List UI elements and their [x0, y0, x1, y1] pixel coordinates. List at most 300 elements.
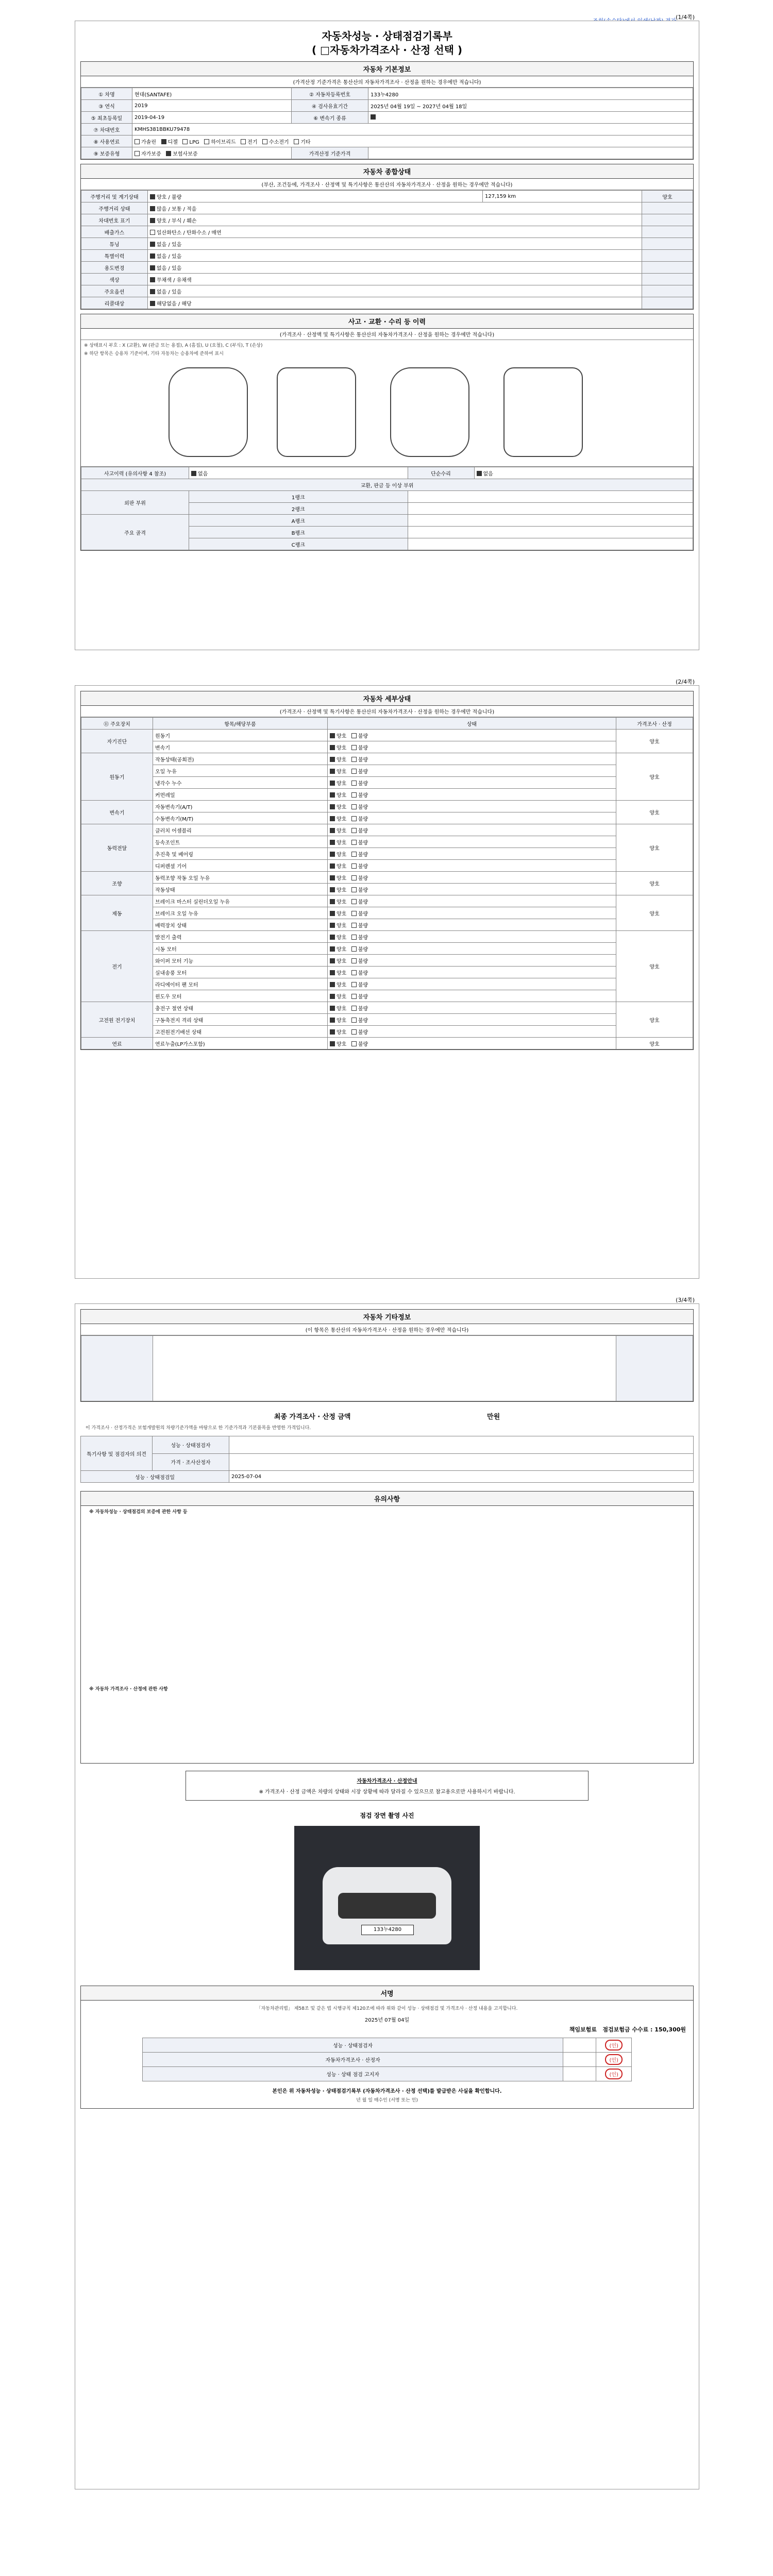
- state-good: 양호: [337, 1041, 347, 1047]
- detail-row: [81, 801, 693, 812]
- checkbox-icon: [150, 253, 155, 259]
- sign-role: 자동차가격조사 · 산정자: [142, 2053, 563, 2067]
- item-state: [328, 848, 616, 860]
- detail-row: [81, 860, 693, 872]
- state-value: [148, 191, 483, 202]
- other-info-section: [80, 1309, 694, 1402]
- value: [153, 1336, 616, 1401]
- car-outline-icon: [390, 367, 469, 457]
- item-state: [328, 895, 616, 907]
- item-state: [328, 884, 616, 895]
- price-cell: [642, 274, 693, 285]
- checkbox-icon: [330, 733, 335, 738]
- value: [368, 147, 693, 159]
- price-state: 양호: [616, 801, 693, 824]
- rank-label: 1랭크: [189, 491, 408, 503]
- price-cell: [642, 285, 693, 297]
- page-1: [75, 14, 699, 650]
- overall-state-section: [80, 164, 694, 310]
- footer-sign: 년 월 일 매수인 (서명 또는 인): [356, 2098, 418, 2103]
- state-bad: 불량: [358, 899, 368, 905]
- detail-row: [81, 730, 693, 741]
- price-cell: [642, 202, 693, 214]
- state-good: 양호: [337, 982, 347, 988]
- value: 133누4280: [368, 88, 693, 100]
- notes-text-block: [89, 1516, 685, 1686]
- checkbox-icon: [191, 471, 196, 476]
- group-label: 제동: [81, 895, 153, 931]
- detail-row: [81, 1026, 693, 1038]
- checkbox-icon: [330, 899, 335, 904]
- option: 자가보증: [141, 151, 161, 157]
- notice-title: 자동차가격조사 · 산정안내: [357, 1778, 417, 1784]
- option: 전기: [247, 139, 258, 145]
- price-state: 양호: [616, 730, 693, 753]
- notes-section: [80, 1491, 694, 1764]
- state-text: 해당없음 / 해당: [157, 301, 192, 307]
- item-state: [328, 990, 616, 1002]
- detail-row: [81, 990, 693, 1002]
- state-bad: 불량: [358, 935, 368, 941]
- label: [81, 1336, 153, 1401]
- detail-row: [81, 1038, 693, 1049]
- state-label: 배출가스: [81, 226, 148, 238]
- checkbox-icon: [330, 1018, 335, 1023]
- item-state: [328, 943, 616, 955]
- checkbox-icon: [150, 242, 155, 247]
- checkbox-icon: [330, 958, 335, 963]
- section-heading: 자동차 기타정보: [81, 1310, 693, 1324]
- item-state: [328, 836, 616, 848]
- state-text: 없음 / 있음: [157, 242, 182, 248]
- grille-icon: [338, 1893, 436, 1919]
- checkbox-icon: [182, 139, 188, 144]
- section-subnote: (가격산정 기준가격은 통산산의 자동차가격조사 · 산정을 원하는 경우에만 적습니다): [81, 76, 693, 88]
- checkbox-icon: [351, 769, 357, 774]
- checkbox-icon: [330, 935, 335, 940]
- detail-row: [81, 919, 693, 931]
- state-bad: 불량: [358, 781, 368, 787]
- state-value: [148, 226, 642, 238]
- state-good: 양호: [337, 781, 347, 787]
- section-heading: 서명: [81, 1986, 693, 2001]
- checkbox-icon: [262, 139, 267, 144]
- group-label: 변속기: [81, 801, 153, 824]
- state-good: 양호: [337, 1029, 347, 1036]
- detail-row: [81, 884, 693, 895]
- state-good: 양호: [337, 994, 347, 1000]
- repair-history-section: [80, 314, 694, 551]
- checkbox-icon: [351, 887, 357, 892]
- state-label: 차대번호 표기: [81, 214, 148, 226]
- exchange-title: 교환, 판금 등 이상 부위: [81, 479, 693, 491]
- item-state: [328, 967, 616, 978]
- option: LPG: [189, 139, 199, 145]
- state-text: 많음 / 보통 / 적음: [157, 206, 197, 212]
- item-label: 자동변속기(A/T): [153, 801, 328, 812]
- checkbox-icon: [351, 781, 357, 786]
- state-value: [148, 250, 642, 262]
- checkbox-icon: [330, 828, 335, 833]
- checkbox-icon: [330, 946, 335, 952]
- value: 2019: [132, 100, 292, 112]
- checkbox-icon: [161, 139, 166, 144]
- detail-row: [81, 848, 693, 860]
- checkbox-icon: [135, 151, 140, 156]
- detail-row: [81, 812, 693, 824]
- item-state: [328, 907, 616, 919]
- group-label: 전기: [81, 931, 153, 1002]
- item-label: 커먼레일: [153, 789, 328, 801]
- section-subnote: (가격조사 · 산정액 및 특기사항은 통산산의 자동차가격조사 · 산정을 원하는 경우에만 적습니다): [81, 329, 693, 340]
- checkbox-icon: [351, 745, 357, 750]
- warranty-options: [132, 147, 292, 159]
- state-good: 양호: [337, 935, 347, 941]
- price-cell: [642, 262, 693, 274]
- state-value: [148, 285, 642, 297]
- state-good: 양호: [337, 946, 347, 953]
- section-heading: 자동차 기본정보: [81, 62, 693, 76]
- simple-repair-label: 단순수리: [408, 467, 474, 479]
- basic-info-table: [81, 88, 693, 159]
- item-state: [328, 1026, 616, 1038]
- state-value: [148, 214, 642, 226]
- price-person-note: [229, 1453, 694, 1471]
- price-person-label: 가격 · 조사산정자: [153, 1453, 229, 1471]
- group-label: 동력전달: [81, 824, 153, 872]
- checkbox-icon: [351, 757, 357, 762]
- item-state: [328, 765, 616, 777]
- checkbox-icon: [351, 875, 357, 880]
- notes-text-block: [89, 1693, 685, 1760]
- detail-row: [81, 741, 693, 753]
- fuel-options: [132, 135, 693, 147]
- checkbox-icon: [150, 218, 155, 223]
- state-good: 양호: [337, 1006, 347, 1012]
- rank-label: A랭크: [189, 515, 408, 527]
- state-label: 튜닝: [81, 238, 148, 250]
- fee-line: [81, 2023, 693, 2036]
- state-bad: 불량: [358, 923, 368, 929]
- state-bad: 불량: [358, 745, 368, 751]
- checkbox-icon: [294, 139, 299, 144]
- state-text: 없음 / 있음: [157, 289, 182, 295]
- rank-items: [408, 515, 693, 527]
- price-cell: [642, 226, 693, 238]
- section-subnote: (이 항목은 통산산의 자동차가격조사 · 산정을 원하는 경우에만 적습니다): [81, 1324, 693, 1335]
- item-label: 브레이크 오일 누유: [153, 907, 328, 919]
- section-subnote: (가격조사 · 산정액 및 특기사항은 통산산의 자동차가격조사 · 산정을 원하는 경우에만 적습니다): [81, 706, 693, 717]
- item-label: 냉각수 누수: [153, 777, 328, 789]
- simple-repair-value: [474, 467, 693, 479]
- checkbox-icon: [150, 230, 155, 235]
- mileage: 127,159 km: [483, 191, 642, 202]
- checkbox-icon: [330, 816, 335, 821]
- label: ② 자동차등록번호: [292, 88, 368, 100]
- state-text: 없음 / 있음: [157, 253, 182, 260]
- title-line-2: ( □자동차가격조사 · 산정 선택 ): [311, 44, 463, 56]
- checkbox-icon: [330, 1029, 335, 1035]
- price-cell: [642, 297, 693, 309]
- item-state: [328, 753, 616, 765]
- detail-row: [81, 824, 693, 836]
- item-label: 충전구 절연 상태: [153, 1002, 328, 1014]
- option: 기타: [300, 139, 311, 145]
- label: ⑧ 사용연료: [81, 135, 132, 147]
- col-header: ⑪ 주요장치: [81, 718, 153, 730]
- item-state: [328, 931, 616, 943]
- car-outline-icon: [277, 367, 356, 457]
- state-bad: 불량: [358, 970, 368, 976]
- detail-row: [81, 753, 693, 765]
- state-good: 양호: [337, 863, 347, 870]
- main-frame-label: 주요 골격: [81, 515, 189, 550]
- checkbox-icon: [150, 301, 155, 306]
- item-state: [328, 1002, 616, 1014]
- state-bad: 불량: [358, 911, 368, 917]
- rank-label: 2랭크: [189, 503, 408, 515]
- fee-value: 점검보험금 수수료 : 150,300원: [602, 2026, 686, 2033]
- price-title: [75, 1411, 699, 1421]
- rank-items: [408, 538, 693, 550]
- item-label: 배력장치 상태: [153, 919, 328, 931]
- state-bad: 불량: [358, 852, 368, 858]
- price-state: 양호: [616, 931, 693, 1002]
- checkbox-icon: [330, 887, 335, 892]
- detail-row: [81, 1014, 693, 1026]
- state-good: 양호: [337, 804, 347, 810]
- detail-row: [81, 872, 693, 884]
- state-text: 무채색 / 유채색: [157, 277, 192, 283]
- sign-space[interactable]: [563, 2038, 596, 2053]
- checkbox-icon: [330, 792, 335, 798]
- price-state: 양호: [616, 753, 693, 801]
- checkbox-icon: [330, 1006, 335, 1011]
- checkbox-icon: [351, 899, 357, 904]
- detail-row: [81, 955, 693, 967]
- checkbox-icon: [330, 994, 335, 999]
- detail-row: [81, 967, 693, 978]
- frame-label: 외판 부위: [81, 491, 189, 515]
- sign-role: 성능 · 상태 점검 고지자: [142, 2067, 563, 2081]
- state-table: [81, 190, 693, 309]
- accident-table: [81, 467, 693, 550]
- item-label: 추진축 및 베어링: [153, 848, 328, 860]
- state-good: 양호: [337, 828, 347, 834]
- checkbox-icon: [351, 792, 357, 798]
- checkbox-icon: [351, 1029, 357, 1035]
- checkbox-icon: [150, 277, 155, 282]
- group-label: 원동기: [81, 753, 153, 801]
- checkbox-icon: [135, 139, 140, 144]
- item-label: 시동 모터: [153, 943, 328, 955]
- price-state: 양호: [616, 872, 693, 895]
- state-bad: 불량: [358, 982, 368, 988]
- license-plate: 133누4280: [361, 1925, 414, 1935]
- page-2: [75, 679, 699, 1279]
- item-state: [328, 860, 616, 872]
- state-good: 양호: [337, 899, 347, 905]
- item-state: [328, 777, 616, 789]
- inspector-label: 성능 · 상태점검자: [153, 1436, 229, 1454]
- value: KMHS381BBKU79478: [132, 124, 693, 135]
- checkbox-icon: [330, 804, 335, 809]
- checkbox-icon: [330, 982, 335, 987]
- state-good: 양호: [337, 792, 347, 799]
- price-note: 이 가격조사 · 산정가격은 보험개발원의 차량기준가액을 바탕으로 한 기준가격과 기본품목을 반영한 가격입니다.: [86, 1426, 311, 1431]
- seal-icon: (인): [605, 2054, 622, 2065]
- page-number: (1/4쪽): [676, 14, 695, 21]
- price-state: 양호: [616, 824, 693, 872]
- state-good: 양호: [337, 733, 347, 739]
- value: 2019-04-19: [132, 112, 292, 124]
- state-good: 양호: [337, 887, 347, 893]
- state-bad: 불량: [358, 958, 368, 964]
- state-good: 양호: [337, 840, 347, 846]
- group-label: 조향: [81, 872, 153, 895]
- item-state: [328, 978, 616, 990]
- state-label: 리콜대상: [81, 297, 148, 309]
- car-outline-icon: [503, 367, 583, 457]
- photo-title: 점검 장면 촬영 사진: [360, 1812, 414, 1819]
- sign-space[interactable]: [563, 2067, 596, 2081]
- sign-date: 2025년 07월 04일: [364, 2018, 410, 2023]
- item-state: [328, 801, 616, 812]
- item-state: [328, 789, 616, 801]
- rank-items: [408, 491, 693, 503]
- price-cell: [642, 238, 693, 250]
- item-label: 발전기 출력: [153, 931, 328, 943]
- state-value: [148, 262, 642, 274]
- item-label: 작동상태: [153, 884, 328, 895]
- detail-table: [81, 717, 693, 1049]
- detail-row: [81, 931, 693, 943]
- seal-icon: (인): [605, 2069, 622, 2079]
- accident-value: [189, 467, 408, 479]
- sign-table: [142, 2038, 632, 2081]
- notice-box: [186, 1771, 589, 1801]
- page-3: [75, 1297, 699, 2489]
- special-label: 특기사항 및 점검자의 의견: [81, 1436, 153, 1471]
- sign-space[interactable]: [563, 2053, 596, 2067]
- notice-body: ※ 가격조사 · 산정 금액은 차량의 상태와 시장 상황에 따라 달라질 수 있으므로 참고용으로만 사용하시기 바랍니다.: [259, 1789, 515, 1795]
- state-bad: 불량: [358, 887, 368, 893]
- state-good: 양호: [337, 745, 347, 751]
- checkbox-icon: [351, 946, 357, 952]
- state-bad: 불량: [358, 840, 368, 846]
- col-header: 항목/해당부품: [153, 718, 328, 730]
- item-label: 등속조인트: [153, 836, 328, 848]
- checkbox-icon: [330, 840, 335, 845]
- checkbox-icon: [330, 745, 335, 750]
- checkbox-icon: [330, 875, 335, 880]
- document-title: [75, 29, 699, 57]
- sign-section: [80, 1986, 694, 2109]
- price-state: 양호: [616, 895, 693, 931]
- state-good: 양호: [337, 923, 347, 929]
- seal: [596, 2053, 632, 2067]
- item-label: 실내송풍 모터: [153, 967, 328, 978]
- price-title-text: 최종 가격조사 · 산정 금액: [274, 1413, 351, 1421]
- state-bad: 불량: [358, 828, 368, 834]
- notes-heading: ※ 자동차 가격조사 · 산정에 관한 사항: [89, 1686, 168, 1692]
- checkbox-icon: [351, 852, 357, 857]
- label: ⑨ 보증유형: [81, 147, 132, 159]
- checkbox-icon: [330, 911, 335, 916]
- date-label: 성능 · 상태점검일: [81, 1471, 229, 1483]
- item-label: 윈도우 모터: [153, 990, 328, 1002]
- detail-row: [81, 836, 693, 848]
- checkbox-icon: [330, 1041, 335, 1046]
- checkbox-icon: [351, 1018, 357, 1023]
- group-label: 고전원 전기장치: [81, 1002, 153, 1038]
- checkbox-icon: [351, 863, 357, 869]
- car-outline-icon: [169, 367, 248, 457]
- checkbox-icon: [351, 935, 357, 940]
- state-value: [148, 238, 642, 250]
- title-line-1: 자동차성능 · 상태점검기록부: [322, 30, 452, 42]
- state-bad: 불량: [358, 816, 368, 822]
- state-bad: 불량: [358, 1018, 368, 1024]
- detail-section: [80, 691, 694, 1050]
- state-label: 특별이력: [81, 250, 148, 262]
- rank-items: [408, 503, 693, 515]
- state-good: 양호: [337, 970, 347, 976]
- label: [616, 1336, 693, 1401]
- state-bad: 불량: [358, 1006, 368, 1012]
- checkbox-icon: [351, 923, 357, 928]
- label: ④ 검사유효기간: [292, 100, 368, 112]
- checkbox-icon: [351, 1006, 357, 1011]
- value: 현대(SANTAFE): [132, 88, 292, 100]
- option: 수소전기: [269, 139, 289, 145]
- state-good: 양호: [337, 816, 347, 822]
- state-bad: 불량: [358, 792, 368, 799]
- state-good: 양호: [337, 852, 347, 858]
- state-bad: 불량: [358, 863, 368, 870]
- state-text: 일산화탄소 / 탄화수소 / 매연: [157, 230, 222, 236]
- state-good: 양호: [337, 875, 347, 882]
- label: ① 차명: [81, 88, 132, 100]
- state-bad: 불량: [358, 804, 368, 810]
- label: ③ 연식: [81, 100, 132, 112]
- detail-row: [81, 789, 693, 801]
- group-label: 자기진단: [81, 730, 153, 753]
- note: ※ 하단 항목은 승용차 기준이며, 기타 자동차는 승용차에 준하여 표시: [84, 351, 224, 357]
- price-cell: [642, 250, 693, 262]
- item-label: 오일 누유: [153, 765, 328, 777]
- item-state: [328, 1014, 616, 1026]
- checkbox-icon: [351, 828, 357, 833]
- label: ⑦ 차대번호: [81, 124, 132, 135]
- item-state: [328, 1038, 616, 1049]
- item-label: 동력조향 작동 오일 누유: [153, 872, 328, 884]
- state-value: [148, 202, 642, 214]
- state-good: 양호: [337, 757, 347, 763]
- item-label: 와이퍼 모터 기능: [153, 955, 328, 967]
- checkbox-icon: [330, 781, 335, 786]
- footer-statement: 본인은 위 자동차성능 · 상태점검기록부 (자동차가격조사 · 산정 선택)를 발급받은 사실을 확인합니다.: [272, 2089, 502, 2094]
- state-label: 색상: [81, 274, 148, 285]
- notes-body: [81, 1506, 693, 1763]
- value: [368, 112, 693, 124]
- detail-row: [81, 777, 693, 789]
- item-label: 변속기: [153, 741, 328, 753]
- state-good: 양호: [337, 911, 347, 917]
- detail-row: [81, 907, 693, 919]
- checkbox-icon: [150, 289, 155, 294]
- value: 2025년 04월 19일 ~ 2027년 04월 18일: [368, 100, 693, 112]
